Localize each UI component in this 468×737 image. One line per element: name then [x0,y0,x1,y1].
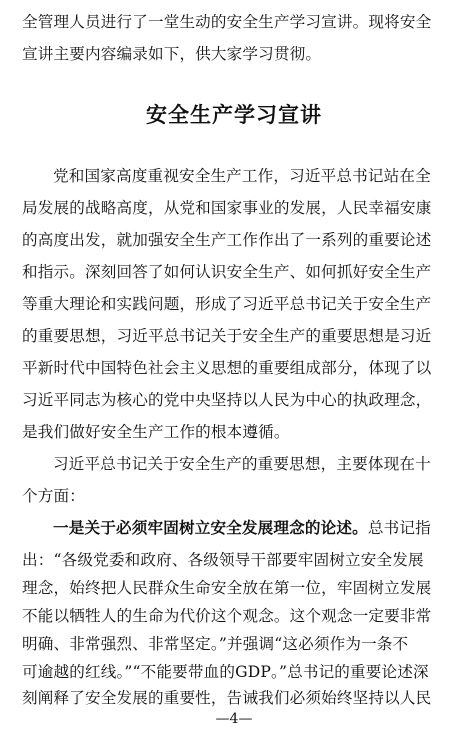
para3-line-6: 可逾越的红线。”“不能要带血的GDP。”总书记的重要论述深 [22,663,429,681]
para3-line-2: 出：“各级党委和政府、各级领导干部要牢固树立安全发展 [22,551,424,569]
page-number: —4— [215,711,253,727]
para1-line-5: 等重大理论和实践问题，形成了习近平总书记关于安全生产 [22,295,432,313]
para3-line-3: 理念，始终把人民群众生命安全放在第一位，牢固树立发展 [22,579,432,597]
para1-line-7: 平新时代中国特色社会主义思想的重要组成部分，体现了以 [22,359,432,377]
para3-line-1 [53,518,446,538]
section-title: 安全生产学习宣讲 [146,103,322,127]
para1-line-2: 局发展的战略高度，从党和国家事业的发展，人民幸福安康 [22,199,432,217]
para1-line-1: 党和国家高度重视安全生产工作，习近平总书记站在全 [53,167,431,185]
para1-line-3: 的高度出发，就加强安全生产工作作出了一系列的重要论述 [22,231,432,249]
intro-line-1: 全管理人员进行了一堂生动的安全生产学习宣讲。现将安全 [22,13,432,31]
para3-line-5: 明确、非常强烈、非常坚定。”并强调“这必须作为一条不 [22,635,409,653]
para3-first-rest: 总书记指 [367,519,431,537]
para1-line-4: 和指示。深刻回答了如何认识安全生产、如何抓好安全生产 [22,263,432,281]
para3-line-4: 不能以牺牲人的生命为代价这个观念。这个观念一定要非常 [22,607,432,625]
para2-line-2: 个方面： [22,487,85,505]
para3-line-7: 刻阐释了安全发展的重要性，告诫我们必须始终坚持以人民 [22,689,432,707]
para3-bold-lead: 一是关于必须牢固树立安全发展理念的论述。 [53,519,368,537]
para1-line-8: 习近平同志为核心的党中央坚持以人民为中心的执政理念， [22,391,432,409]
para2-line-1: 习近平总书记关于安全生产的重要思想，主要体现在十 [53,455,431,473]
intro-line-2: 宣讲主要内容编录如下，供大家学习贯彻。 [22,45,322,63]
para1-line-6: 的重要思想，习近平总书记关于安全生产的重要思想是习近 [22,327,432,345]
para1-line-9: 是我们做好安全生产工作的根本遵循。 [22,423,290,441]
